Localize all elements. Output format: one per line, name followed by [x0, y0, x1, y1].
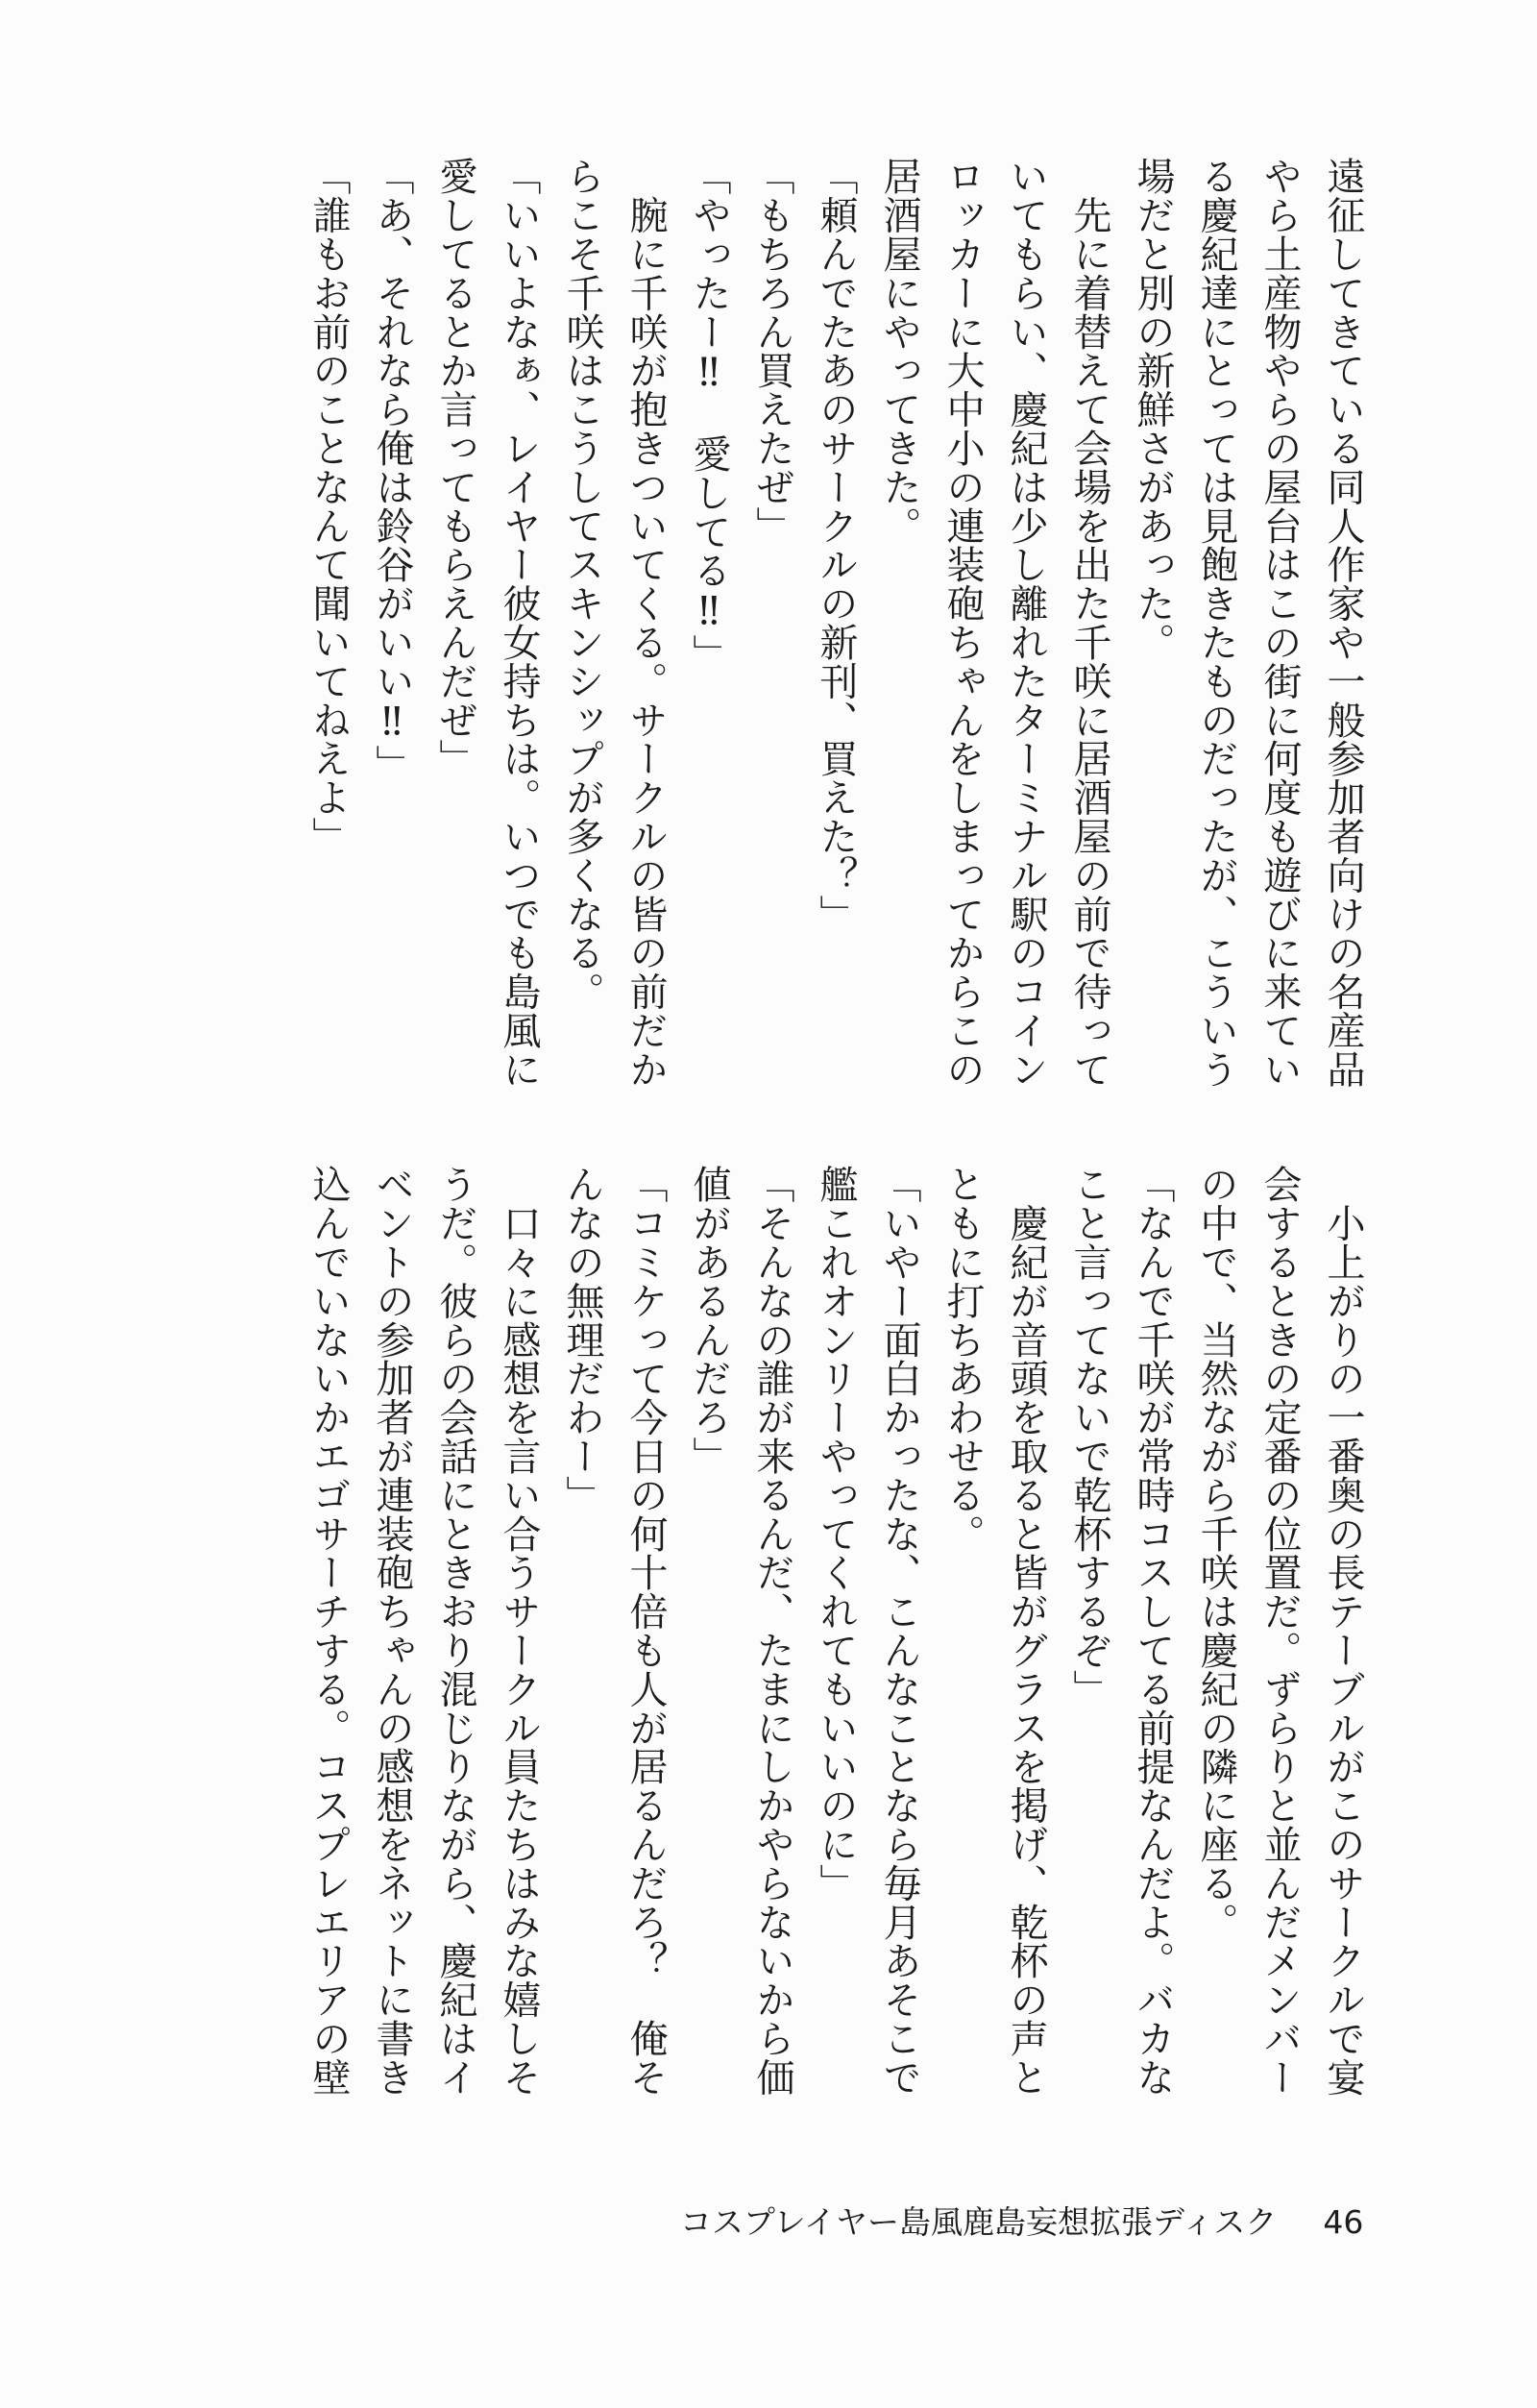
- text-line: 「いやー面白かったな、こんなことなら毎月あそこで: [877, 1165, 921, 2097]
- text-block-top: [297, 157, 1375, 1089]
- text-line: 慶紀が音頭を取ると皆がグラスを掲げ、乾杯の声と: [1004, 1165, 1048, 2097]
- text-line: 艦これオンリーやってくれてもいいのに」: [814, 1165, 858, 1903]
- text-line: こと言ってないで乾杯するぞ」: [1067, 1165, 1111, 1708]
- footer-page-number: 46: [1323, 2203, 1364, 2241]
- text-line: ロッカーに大中小の連装砲ちゃんをしまってからこの: [940, 157, 985, 1089]
- text-line: 「いいよなぁ、レイヤー彼女持ちは。いつでも島風に: [497, 157, 541, 1089]
- text-line: 居酒屋にやってきた。: [877, 157, 921, 545]
- text-line: 「やったー‼ 愛してる‼」: [687, 157, 731, 674]
- text-line: る慶紀達にとっては見飽きたものだったが、こういう: [1194, 157, 1238, 1089]
- text-line: やら土産物やらの屋台はこの街に何度も遊びに来てい: [1257, 157, 1302, 1089]
- text-block-bottom: [297, 1165, 1375, 2097]
- text-line: 愛してるとか言ってもらえんだぜ」: [433, 157, 477, 778]
- text-line: 遠征してきている同人作家や一般参加者向けの名産品: [1321, 157, 1365, 1089]
- text-line: うだ。彼らの会話にときおり混じりながら、慶紀はイ: [433, 1165, 477, 2097]
- footer-title: コスプレイヤー島風鹿島妄想拡張ディスク: [680, 2203, 1278, 2241]
- text-line: 「そんなの誰が来るんだ、たまにしかやらないから価: [750, 1165, 794, 2097]
- text-line: らこそ千咲はこうしてスキンシップが多くなる。: [560, 157, 604, 1011]
- text-line: 値があるんだろ」: [687, 1165, 731, 1476]
- text-line: 「誰もお前のことなんて聞いてねえよ」: [306, 157, 351, 856]
- text-line: ベントの参加者が連装砲ちゃんの感想をネットに書き: [370, 1165, 414, 2097]
- text-line: 「もちろん買えたぜ」: [750, 157, 794, 545]
- text-line: 小上がりの一番奥の長テーブルがこのサークルで宴: [1321, 1165, 1365, 2097]
- text-line: いてもらい、慶紀は少し離れたターミナル駅のコイン: [1004, 157, 1048, 1089]
- text-line: 口々に感想を言い合うサークル員たちはみな嬉しそ: [497, 1165, 541, 2097]
- text-line: 「頼んでたあのサークルの新刊、買えた？」: [814, 157, 858, 933]
- text-line: 「あ、それなら俺は鈴谷がいい‼」: [370, 157, 414, 784]
- text-line: 「なんで千咲が常時コスしてる前提なんだよ。バカな: [1131, 1165, 1175, 2097]
- text-line: 込んでいないかエゴサーチする。コスプレエリアの壁: [306, 1165, 351, 2097]
- page-footer: [680, 2198, 1363, 2243]
- text-line: 「コミケって今日の何十倍も人が居るんだろ？ 俺そ: [623, 1165, 668, 2097]
- text-line: ともに打ちあわせる。: [940, 1165, 985, 1553]
- text-line: 先に着替えて会場を出た千咲に居酒屋の前で待って: [1067, 157, 1111, 1089]
- text-line: んなの無理だわー」: [560, 1165, 604, 1514]
- text-line: の中で、当然ながら千咲は慶紀の隣に座る。: [1194, 1165, 1238, 1941]
- text-line: 会するときの定番の位置だ。ずらりと並んだメンバー: [1257, 1165, 1302, 2097]
- text-line: 腕に千咲が抱きついてくる。サークルの皆の前だか: [623, 157, 668, 1089]
- text-line: 場だと別の新鮮さがあった。: [1131, 157, 1175, 662]
